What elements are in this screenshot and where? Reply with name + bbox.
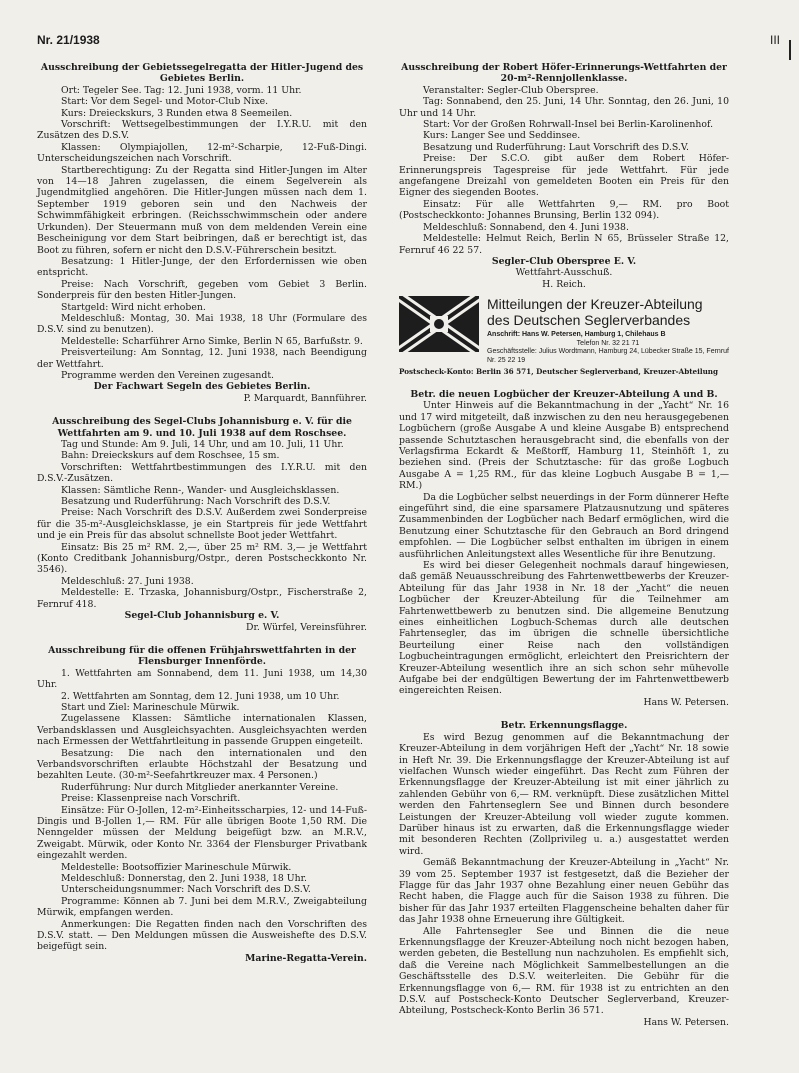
page-number: III <box>769 33 780 47</box>
section-line: Kurs: Dreieckskurs, 3 Runden etwa 8 Seemeilen. <box>61 107 293 119</box>
section-line: Klassen: Olympiajollen, 12-m²-Scharpie, 12-Fuß-Dingi. Unterscheidungszeichen nach Vorschrift. <box>37 141 367 165</box>
section-line: Besatzung und Ruderführung: Laut Vorschrift des D.S.V. <box>423 141 689 153</box>
edge-mark <box>789 40 791 60</box>
section-org: Segel-Club Johannisburg e. V. <box>124 610 280 622</box>
section-line: Tag: Sonnabend, den 25. Juni, 14 Uhr. Sonntag, den 26. Juni, 10 Uhr und 14 Uhr. <box>399 96 729 119</box>
kv-postscheck: Postscheck-Konto: Berlin 36 571, Deutscher Seglerverband, Kreuzer-Abteilung <box>399 367 719 377</box>
section-line: Ruderführung: Nur durch Mitglieder anerkannter Vereine. <box>61 781 339 793</box>
section-paragraph: Alle Fahrtensegler See und Binnen die die neue Erkennungsflagge der Kreuzer-Abteilung noch nicht bezogen haben, werden gebeten, die Bestellung nun nachzuholen. Es empfiehlt sich, daß die Vereine nach Möglichkeit Sammelbestellungen an die Geschäftsstelle des D.S.V. weiterleiten. Die Gebühr für die Erkennungsflagge von 6,— RM. für 1938 ist zu entrichten an den D.S.V. auf Postscheck-Konto Deutscher Seglerverband, Kreuzer-Abteilung, Postscheck-Konto Berlin 36 571. <box>399 925 729 1017</box>
section-paragraph: Es wird Bezug genommen auf die Bekanntmachung der Kreuzer-Abteilung in dem vorjährigen Heft der „Yacht“ Nr. 18 sowie in Heft Nr. 39. Die Erkennungsflagge der Kreuzer-Abteilung ist auf vielfachen Wunsch wieder eingeführt. Das Recht zum Führen der Erkennungsflagge der Kreuzer-Abteilung ist mit einer jährlich zu zahlenden Gebühr von 6,— RM. verknüpft. Diese zusätzlichen Mittel werden den Fahrtenseglern See und Binnen durch besondere Leistungen der Kreuzer-Abteilung voll wieder zugute kommen. Darüber hinaus ist zu erwarten, daß die Erkennungsflagge wieder mit besonderen Rechten (Zollprivileg u. a.) ausgestattet werden wird. <box>399 731 729 857</box>
section-line: Start: Vor dem Segel- und Motor-Club Nixe. <box>61 96 269 108</box>
kv-phone: Telefon Nr. 32 21 71 <box>576 339 640 347</box>
section-line: Preise: Klassenpreise nach Vorschrift. <box>61 793 241 805</box>
section-signature: H. Reich. <box>542 278 586 290</box>
kv-heading-line1: Mitteilungen der Kreuzer-Abteilung <box>487 296 703 313</box>
right-column <box>399 62 729 1028</box>
section-line: Startgeld: Wird nicht erhoben. <box>61 301 206 313</box>
section-line: Preise: Der S.C.O. gibt außer dem Robert Höfer-Erinnerungspreis Tagespreise für jede Wettfahrt. Für jede angefangene Dreizahl von gemeldeten Booten ein Preis für den Eigner des siegenden Bootes. <box>399 153 729 199</box>
section-body <box>37 439 367 610</box>
section-line: Meldeschluß: Montag, 30. Mai 1938, 18 Uhr (Formulare des D.S.V. sind zu benutzen). <box>37 312 367 336</box>
section-line: 2. Wettfahrten am Sonntag, dem 12. Juni 1938, um 10 Uhr. <box>61 690 340 702</box>
section-line: Ort: Tegeler See. Tag: 12. Juni 1938, vorm. 11 Uhr. <box>61 84 302 96</box>
section-line: Unterscheidungsnummer: Nach Vorschrift des D.S.V. <box>61 884 311 896</box>
section-line: 1. Wettfahrten am Sonnabend, dem 11. Juni 1938, um 14,30 Uhr. <box>37 667 367 691</box>
section-line: Meldestelle: Helmut Reich, Berlin N 65, Brüsseler Straße 12, Fernruf 46 22 57. <box>399 233 729 256</box>
kv-address: Anschrift: Hans W. Petersen, Hamburg 1, Chilehaus B <box>487 331 666 339</box>
section-line: Einsatz: Bis 25 m² RM. 2,—, über 25 m² RM. 3,— je Wettfahrt (Konto Creditbank Johannisburg/Ostpr., deren Postscheckkonto Nr. 3546). <box>37 541 367 576</box>
section-line: Meldeschluß: Donnerstag, den 2. Juni 1938, 18 Uhr. <box>61 873 307 885</box>
section-line: Tag und Stunde: Am 9. Juli, 14 Uhr, und am 10. Juli, 11 Uhr. <box>61 439 344 450</box>
section-line: Veranstalter: Segler-Club Oberspree. <box>423 84 599 96</box>
section-line: Zugelassene Klassen: Sämtliche internationalen Klassen, Verbandsklassen und Ausgleichsyachten. Ausgleichsyachten werden nach Ermessen der Wettfahrtleitung in passende Gruppen eingeteilt. <box>37 713 367 748</box>
section-line: Programme: Können ab 7. Juni bei dem M.R.V., Zweigabteilung Mürwik, empfangen werden. <box>37 895 367 919</box>
section-paragraph: Es wird bei dieser Gelegenheit nochmals darauf hingewiesen, daß gemäß Neuausschreibung des Fahrtenwettbewerbs der Kreuzer-Abteilung für das Jahr 1938 in Nr. 18 der „Yacht“ die neuen Logbücher der Kreuzer-Abteilung für die Teilnehmer am Fahrtenwettbewerb zu benutzen sind. Die allgemeine Benutzung eines einheitlichen Logbuch-Schemas durch alle deutschen Fahrtensegler, das im übrigen die schnelle übersichtliche Beurteilung einer Reise nach den vollständigen Logbucheintragungen ermöglicht, erleichtert den Preisrichtern der Kreuzer-Abteilung wesentlich ihre an sich schon sehr mühevolle Aufgabe bei der endgültigen Bewertung der im Fahrtenwettbewerb eingereichten Reisen. <box>399 560 729 697</box>
section-line: Besatzung: Die nach den internationalen und den Verbandsvorschriften erlaubte Höchstzahl der Besatzung und bezahlten Leute. (30-m²-Seefahrtkreuzer max. 4 Personen.) <box>37 747 367 782</box>
section-line: Vorschriften: Wettfahrtbestimmungen des I.Y.R.U. mit den D.S.V.-Zusätzen. <box>37 461 367 485</box>
section-title: Ausschreibung der Robert Höfer-Erinnerungs-Wettfahrten der 20-m²-Rennjollenklasse. <box>401 62 727 85</box>
section-paragraph: Da die Logbücher selbst neuerdings in der Form dünnerer Hefte eingeführt sind, die eine sparsamere Platzausnutzung und späteres Zusammenbinden der Logbücher nach Bedarf ermöglichen, wird die Benutzung einer Schutztasche für den Gebrauch an Bord dringend empfohlen. — Die Logbücher selbst enthalten im übrigen in einem ausführlichen Anleitungstext alles Wesentliche für ihre Benutzung. <box>399 491 729 560</box>
kreuzer-abteilung-header <box>399 296 729 365</box>
section-body <box>37 85 367 382</box>
section-body <box>399 85 729 256</box>
kv-heading-line2: des Deutschen Seglerverbandes <box>487 312 691 329</box>
section-line: Einsätze: Für O-Jollen, 12-m²-Einheitsscharpies, 12- und 14-Fuß-Dingis und B-Jollen 1,— RM. Für alle übrigen Boote 1,50 RM. Die Nenngelder müssen der Meldung beigefügt bzw. an M.R.V., Zweigabt. Mürwik, oder Konto Nr. 3364 der Flensburger Privatbank eingezahlt werden. <box>37 804 367 862</box>
section-signature: Hans W. Petersen. <box>643 696 729 708</box>
section-body <box>399 400 729 697</box>
section-signature: Dr. Würfel, Vereinsführer. <box>245 621 367 633</box>
section-org: Marine-Regatta-Verein. <box>245 952 367 964</box>
issue-number: Nr. 21/1938 <box>37 33 100 47</box>
section-line: Meldestelle: Bootsoffizier Marineschule Mürwik. <box>61 861 292 873</box>
section-title: Betr. die neuen Logbücher der Kreuzer-Abteilung A und B. <box>410 388 718 400</box>
section-line: Start und Ziel: Marineschule Mürwik. <box>61 701 240 713</box>
section-line: Preisverteilung: Am Sonntag, 12. Juni 1938, nach Beendigung der Wettfahrt. <box>37 347 367 370</box>
section-signature: P. Marquardt, Bannführer. <box>243 392 367 404</box>
section-line: Besatzung und Ruderführung: Nach Vorschrift des D.S.V. <box>61 496 331 508</box>
section-paragraph: Unter Hinweis auf die Bekanntmachung in der „Yacht“ Nr. 16 und 17 wird mitgeteilt, daß inzwischen zu den neu herausgegebenen Logbüchern (große Ausgabe A und kleine Ausgabe B) entsprechend passende Schutztaschen herausgebracht sind, die ebenfalls von der Verlagsfirma Eckardt & Meßtorff, Hamburg 11, Steinhöft 1, zu beziehen sind. (Preis der Schutztasche: für das große Logbuch Ausgabe A = 1,25 RM., für das kleine Logbuch Ausgabe B = 1,— RM.) <box>399 400 729 492</box>
section-paragraph: Gemäß Bekanntmachung der Kreuzer-Abteilung in „Yacht“ Nr. 39 vom 25. September 1937 ist festgesetzt, daß die Bezieher der Flagge für das Jahr 1937 ohne Bezahlung einer neuen Gebühr das Recht haben, die Flagge auch für die Saison 1938 zu führen. Die bisher für das Jahr 1937 erteilten Flaggenscheine behalten daher für das Jahr 1938 ohne Erneuerung ihre Gültigkeit. <box>399 857 729 926</box>
section-title: Ausschreibung der Gebietssegelregatta der Hitler-Jugend des Gebietes Berlin. <box>40 62 364 85</box>
section-line: Anmerkungen: Die Regatten finden nach den Vorschriften des D.S.V. statt. — Den Meldungen müssen die Ausweishefte des D.S.V. beigefügt sein. <box>37 918 367 953</box>
section-line: Start: Vor der Großen Rohrwall-Insel bei Berlin-Karolinenhof. <box>423 119 714 131</box>
section-body <box>37 668 367 953</box>
section-title: Betr. Erkennungsflagge. <box>500 720 628 732</box>
section-line: Einsatz: Für alle Wettfahrten 9,— RM. pro Boot (Postscheckkonto: Johannes Brunsing, Berlin 132 094). <box>399 198 729 222</box>
section-line: Meldeschluß: 27. Juni 1938. <box>61 575 194 587</box>
section-line: Preise: Nach Vorschrift, gegeben vom Gebiet 3 Berlin. Sonderpreis für den besten Hitler-Jungen. <box>37 278 367 302</box>
section-line: Klassen: Sämtliche Renn-, Wander- und Ausgleichsklassen. <box>61 484 340 496</box>
section-line: Vorschrift: Wettsegelbestimmungen der I.Y.R.U. mit den Zusätzen des D.S.V. <box>37 119 367 142</box>
section-line: Bahn: Dreieckskurs auf dem Roschsee, 15 sm. <box>61 450 280 462</box>
flag-icon <box>399 296 479 352</box>
section-title: Ausschreibung für die offenen Frühjahrswettfahrten in der Flensburger Innenförde. <box>48 644 356 668</box>
left-column <box>37 62 367 964</box>
section-line: Meldestelle: E. Trzaska, Johannisburg/Ostpr., Fischerstraße 2, Fernruf 418. <box>37 587 367 610</box>
section-line: Meldestelle: Scharführer Arno Simke, Berlin N 65, Barfußstr. 9. <box>61 335 363 347</box>
section-org: Der Fachwart Segeln des Gebietes Berlin. <box>93 381 311 393</box>
section-org: Segler-Club Oberspree E. V. <box>491 255 637 267</box>
kv-office: Geschäftsstelle: Julius Wordtmann, Hamburg 24, Lübecker Straße 15, Fernruf Nr. 25 22 19 <box>487 348 729 364</box>
section-line: Kurs: Langer See und Seddinsee. <box>423 130 581 142</box>
section-line: Preise: Nach Vorschrift des D.S.V. Außerdem zwei Sonderpreise für die 35-m²-Ausgleichsklasse, je ein Startpreis für jede Wettfahrt und je ein Preis für das absolut schnellste Boot jeder Wettfahrt. <box>37 507 367 542</box>
section-title: Ausschreibung des Segel-Clubs Johannisburg e. V. für die Wettfahrten am 9. und 10. Juli 1938 auf dem Roschsee. <box>52 416 352 439</box>
section-org-sub: Wettfahrt-Ausschuß. <box>515 267 613 279</box>
section-signature: Hans W. Petersen. <box>643 1016 729 1028</box>
section-line: Programme werden den Vereinen zugesandt. <box>61 369 275 381</box>
section-line: Startberechtigung: Zu der Regatta sind Hitler-Jungen im Alter von 14—18 Jahren zugelassen, die einem Segelverein als Jugendmitglied angehören. Die Hitler-Jungen müssen nach dem 1. September 1919 geboren sein und den Nachweis der Schwimmfähigkeit erbringen. (Reichsschwimmschein oder andere Urkunden). Der Steuermann muß von dem meldenden Verein eine Bescheinigung vor dem Start beibringen, daß er berechtigt ist, das Boot zu führen, sofern er nicht den D.S.V.-Führerschein besitzt. <box>37 164 367 256</box>
section-line: Meldeschluß: Sonnabend, den 4. Juni 1938. <box>423 221 629 233</box>
section-line: Besatzung: 1 Hitler-Junge, der den Erfordernissen wie oben entspricht. <box>37 255 367 279</box>
section-body <box>399 732 729 1017</box>
